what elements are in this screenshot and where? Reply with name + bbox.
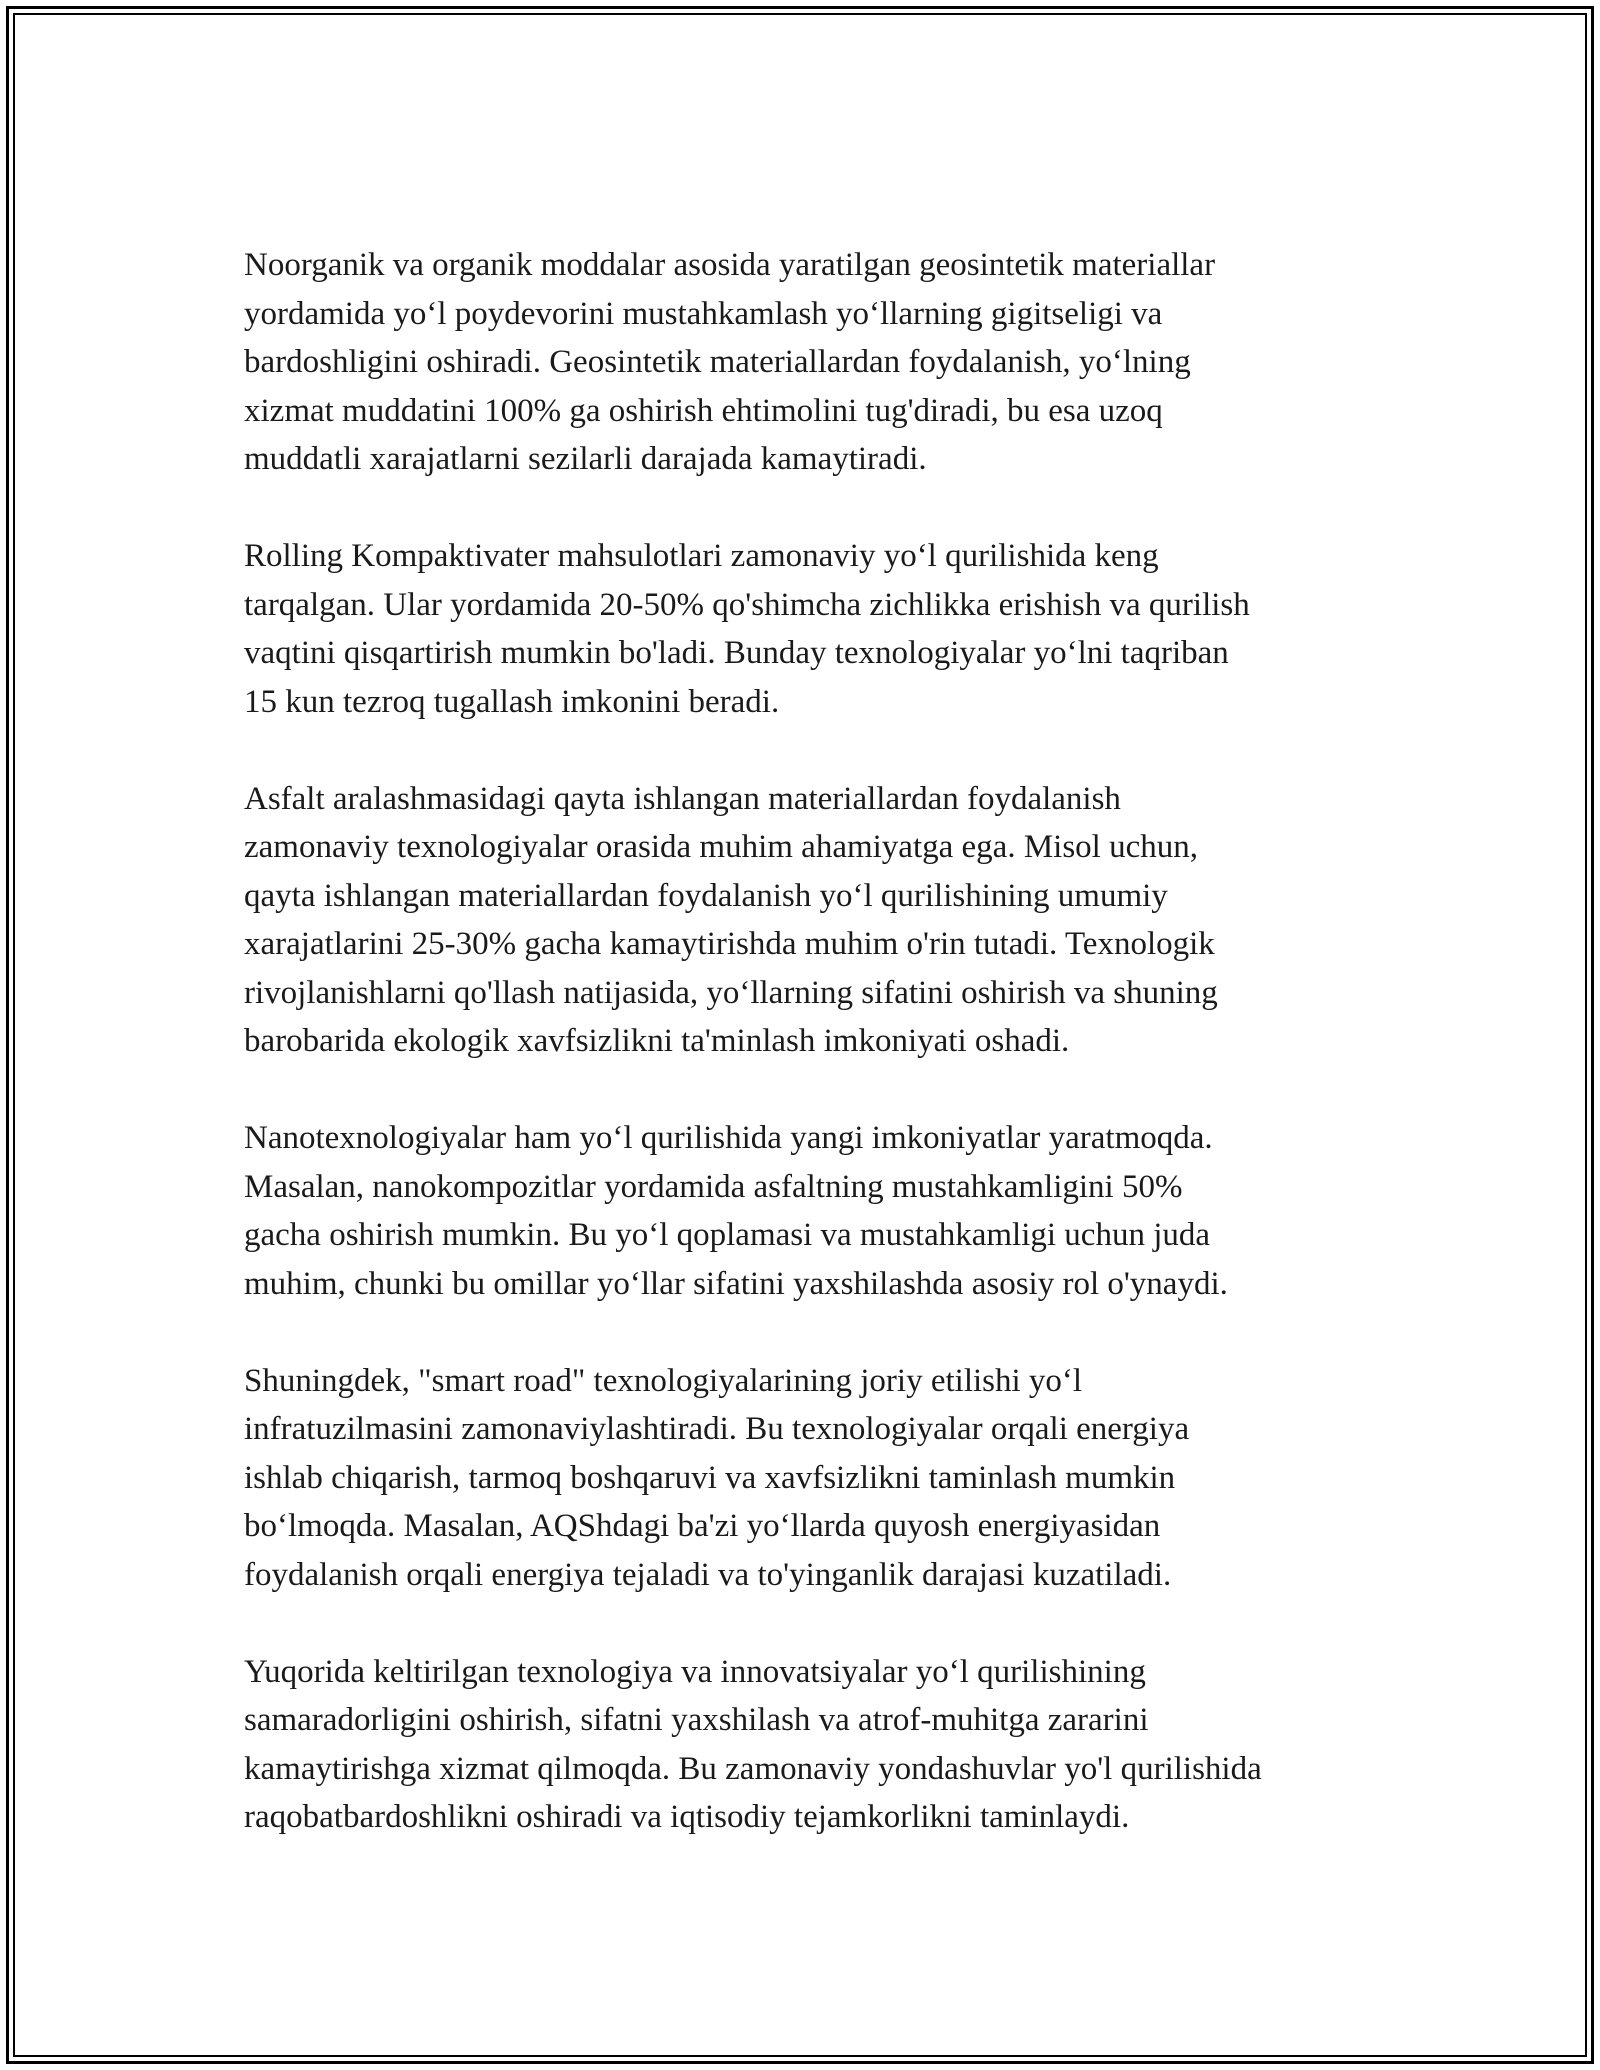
paragraph-smart-road: Shuningdek, "smart road" texnologiyalarining joriy etilishi yo‘l infratuzilmasini zamonaviylashtiradi. Bu texnologiyalar orqali energiya ishlab chiqarish, tarmoq boshqaruvi va xavfsizlikni taminlash mumkin bo‘lmoqda. Masalan, AQShdagi ba'zi yo‘llarda quyosh energiyasidan foydalanish orqali energiya tejaladi va to'yinganlik darajasi kuzatiladi. [244, 1362, 1190, 1593]
paragraph-geosynthetics: Noorganik va organik moddalar asosida yaratilgan geosintetik materiallar yordamida yo‘l poydevorini mustahkamlash yo‘llarning gigitseligi va bardoshligini oshiradi. Geosintetik materiallardan foydalanish, yo‘lning xizmat muddatini 100% ga oshirish ehtimolini tug'diradi, bu esa uzoq muddatli xarajatlarni sezilarli darajada kamaytiradi. [244, 247, 1216, 477]
paragraph-rolling-compaction: Rolling Kompaktivater mahsulotlari zamonaviy yo‘l qurilishida keng tarqalgan. Ular yordamida 20-50% qo'shimcha zichlikka erishish va qurilish vaqtini qisqartirish mumkin bo'ladi. Bunday texnologiyalar yo‘lni taqriban 15 kun tezroq tugallash imkonini beradi. [244, 538, 1250, 720]
paragraph-conclusion: Yuqorida keltirilgan texnologiya va innovatsiyalar yo‘l qurilishining samaradorligini oshirish, sifatni yaxshilash va atrof-muhitga zararini kamaytirishga xizmat qilmoqda. Bu zamonaviy yondashuvlar yo'l qurilishida raqobatbardoshlikni oshiradi va iqtisodiy tejamkorlikni taminlaydi. [244, 1653, 1262, 1835]
page-frame [6, 6, 1594, 2064]
paragraph-nanotechnology: Nanotexnologiyalar ham yo‘l qurilishida yangi imkoniyatlar yaratmoqda. Masalan, nanokompozitlar yordamida asfaltning mustahkamligini 50% gacha oshirish mumkin. Bu yo‘l qoplamasi va mustahkamligi uchun juda muhim, chunki bu omillar yo‘llar sifatini yaxshilashda asosiy rol o'ynaydi. [244, 1120, 1228, 1302]
document-body [244, 241, 1394, 1842]
paragraph-recycled-materials: Asfalt aralashmasidagi qayta ishlangan materiallardan foydalanish zamonaviy texnologiyalar orasida muhim ahamiyatga ega. Misol uchun, qayta ishlangan materiallardan foydalanish yo‘l qurilishining umumiy xarajatlarini 25-30% gacha kamaytirishda muhim o'rin tutadi. Texnologik rivojlanishlarni qo'llash natijasida, yo‘llarning sifatini oshirish va shuning barobarida ekologik xavfsizlikni ta'minlash imkoniyati oshadi. [244, 780, 1218, 1059]
